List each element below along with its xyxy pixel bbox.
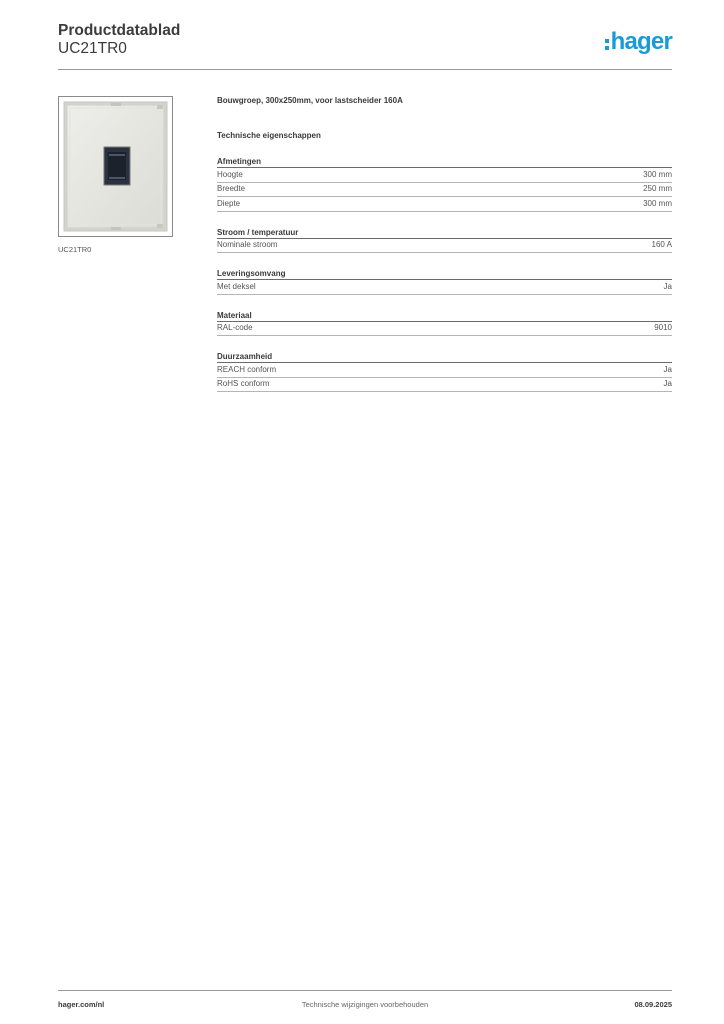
hager-logo — [605, 28, 672, 56]
section-duurzaamheid — [217, 352, 672, 392]
section-title: Duurzaamheid — [217, 352, 672, 363]
spec-label: Diepte — [217, 198, 241, 208]
spec-value: 300 mm — [643, 169, 672, 179]
footer-website-link[interactable]: hager.com/nl — [58, 1000, 105, 1009]
section-materiaal — [217, 311, 672, 337]
section-title: Materiaal — [217, 311, 672, 322]
section-afmetingen — [217, 157, 672, 212]
spec-label: Breedte — [217, 184, 246, 194]
spec-label: RAL-code — [217, 323, 253, 333]
spec-value: 9010 — [654, 323, 672, 333]
spec-value: 300 mm — [643, 198, 672, 208]
logo-text: hager — [610, 28, 672, 55]
spec-label: REACH conform — [217, 364, 277, 374]
product-code: UC21TR0 — [58, 40, 127, 57]
product-image — [58, 96, 173, 237]
spec-label: Nominale stroom — [217, 240, 278, 250]
spec-row — [217, 280, 672, 295]
spec-row — [217, 197, 672, 212]
page-footer — [58, 990, 672, 1012]
image-caption: UC21TR0 — [58, 245, 92, 254]
enclosure-picture — [59, 97, 172, 236]
spec-label: Met deksel — [217, 281, 256, 291]
spec-row — [217, 363, 672, 378]
footer-date: 08.09.2025 — [634, 1000, 672, 1009]
footer-notice: Technische wijzigingen voorbehouden — [301, 1000, 429, 1009]
spec-value: 250 mm — [643, 184, 672, 194]
section-title: Afmetingen — [217, 157, 672, 168]
spec-row — [217, 168, 672, 183]
section-title: Stroom / temperatuur — [217, 228, 672, 239]
section-leveringsomvang — [217, 269, 672, 295]
section-title: Leveringsomvang — [217, 269, 672, 280]
document-title: Productdatablad — [58, 22, 181, 39]
specifications — [217, 96, 672, 392]
spec-label: RoHS conform — [217, 379, 270, 389]
page-header — [58, 22, 672, 70]
spec-value: 160 A — [651, 240, 672, 250]
specs-title: Technische eigenschappen — [217, 131, 321, 140]
spec-row — [217, 322, 672, 337]
logo-dots-icon — [605, 39, 609, 50]
spec-label: Hoogte — [217, 169, 243, 179]
section-stroom-temperatuur — [217, 228, 672, 254]
spec-row — [217, 239, 672, 254]
product-description: Bouwgroep, 300x250mm, voor lastscheider 160A — [217, 96, 403, 105]
spec-row — [217, 378, 672, 393]
spec-value: Ja — [663, 281, 672, 291]
spec-row — [217, 183, 672, 198]
spec-value: Ja — [663, 364, 672, 374]
spec-value: Ja — [663, 379, 672, 389]
